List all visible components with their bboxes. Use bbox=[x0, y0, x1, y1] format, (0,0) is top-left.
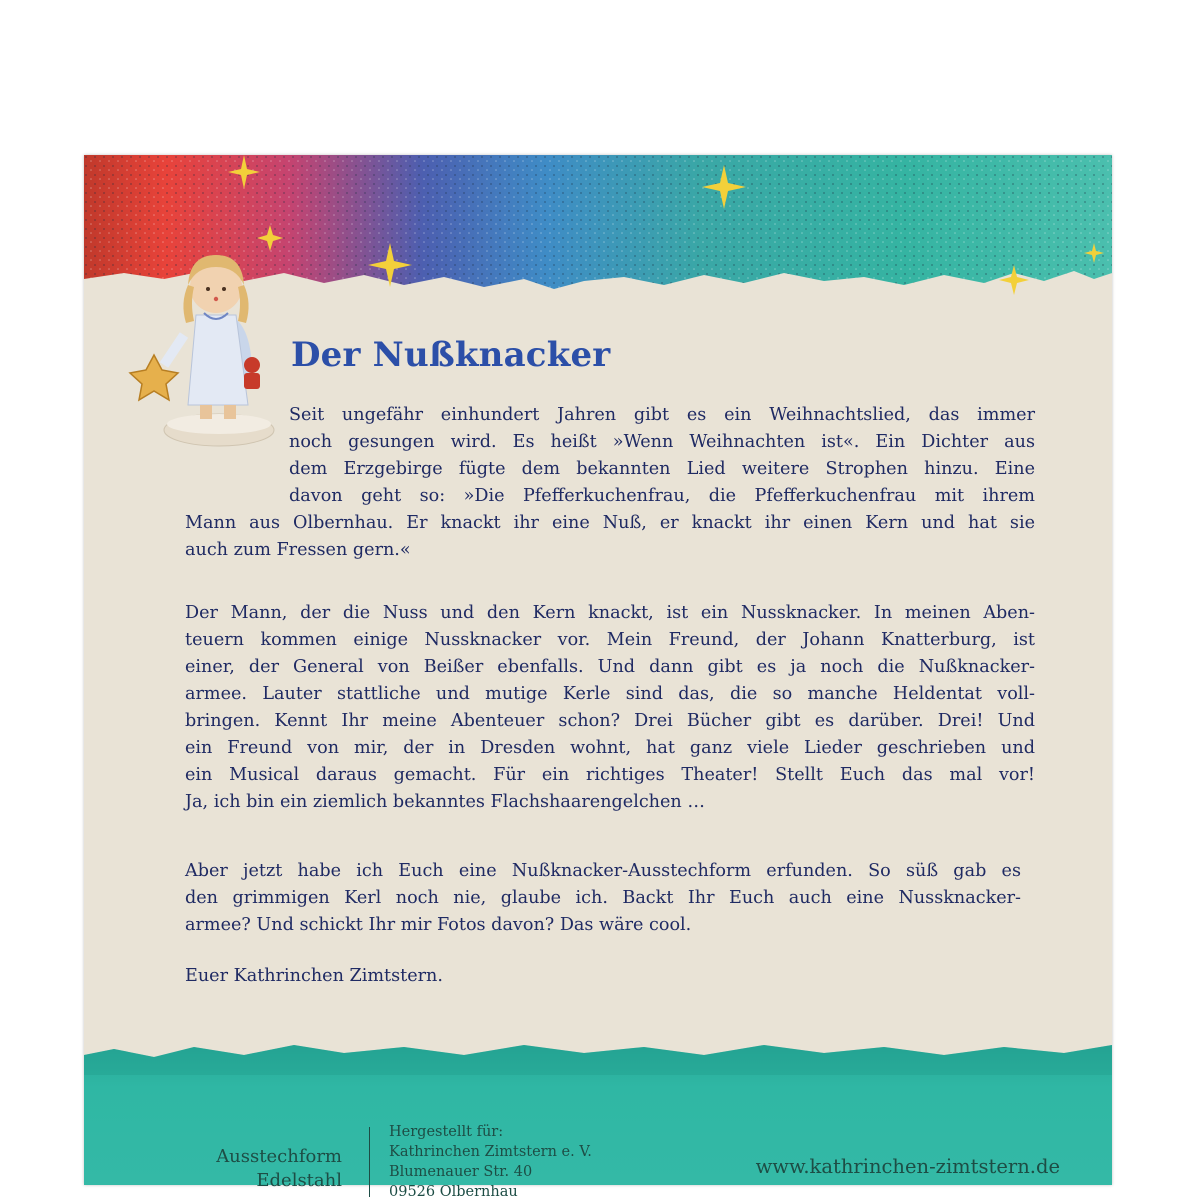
cookie-cutter-paragraph bbox=[185, 858, 1021, 939]
text-line: ein Musical daraus gemacht. Für ein richtiges Theater! Stellt Euch das mal vor! bbox=[185, 765, 1035, 785]
page-title: Der Nußknacker bbox=[291, 335, 611, 375]
signature: Euer Kathrinchen Zimtstern. bbox=[185, 966, 443, 986]
product-label bbox=[184, 1145, 342, 1193]
address-line: Kathrinchen Zimtstern e. V. bbox=[389, 1144, 592, 1160]
address-line: 09526 Olbernhau bbox=[389, 1184, 518, 1200]
text-line: den grimmigen Kerl noch nie, glaube ich. Backt Ihr Euch auch eine Nussknacker- bbox=[185, 888, 1021, 908]
text-line: davon geht so: »Die Pfefferkuchenfrau, die Pfefferkuchenfrau mit ihrem bbox=[289, 486, 1035, 506]
product-material-line: Edelstahl bbox=[256, 1170, 342, 1191]
text-line: Seit ungefähr einhundert Jahren gibt es ein Weihnachtslied, das immer bbox=[289, 405, 1035, 425]
footer-divider bbox=[369, 1127, 370, 1197]
text-line: auch zum Fressen gern.« bbox=[185, 540, 411, 560]
nutcracker-paragraph bbox=[185, 600, 1035, 816]
text-line: einer, der General von Beißer ebenfalls. Und dann gibt es ja noch die Nußknacker- bbox=[185, 657, 1035, 677]
text-line: teuern kommen einige Nussknacker vor. Mein Freund, der Johann Knatterburg, ist bbox=[185, 630, 1035, 650]
text-line: Der Mann, der die Nuss und den Kern knackt, ist ein Nussknacker. In meinen Aben- bbox=[185, 603, 1035, 623]
text-line: armee? Und schickt Ihr mir Fotos davon? Das wäre cool. bbox=[185, 915, 692, 935]
text-line: dem Erzgebirge fügte dem bekannten Lied weitere Strophen hinzu. Eine bbox=[289, 459, 1035, 479]
text-line: ein Freund von mir, der in Dresden wohnt, hat ganz viele Lieder geschrieben und bbox=[185, 738, 1035, 758]
leaflet-card bbox=[84, 155, 1112, 1200]
text-line: Ja, ich bin ein ziemlich bekanntes Flachshaarengelchen … bbox=[185, 792, 705, 812]
text-line: Mann aus Olbernhau. Er knackt ihr eine Nuß, er knackt ihr einen Kern und hat sie bbox=[185, 513, 1035, 533]
text-line: noch gesungen wird. Es heißt »Wenn Weihnachten ist«. Ein Dichter aus bbox=[289, 432, 1035, 452]
text-line: bringen. Kennt Ihr meine Abenteuer schon? Drei Bücher gibt es darüber. Drei! Und bbox=[185, 711, 1035, 731]
intro-paragraph bbox=[185, 402, 1035, 564]
address-line: Hergestellt für: bbox=[389, 1124, 504, 1140]
product-material-line: Ausstechform bbox=[216, 1146, 342, 1167]
text-line: Aber jetzt habe ich Euch eine Nußknacker-Ausstechform erfunden. So süß gab es bbox=[185, 861, 1021, 881]
address-line: Blumenauer Str. 40 bbox=[389, 1164, 533, 1180]
website-url: www.kathrinchen-zimtstern.de bbox=[755, 1155, 1060, 1178]
text-line: armee. Lauter stattliche und mutige Kerle sind das, die so manche Heldentat voll- bbox=[185, 684, 1035, 704]
manufacturer-address bbox=[389, 1122, 592, 1202]
